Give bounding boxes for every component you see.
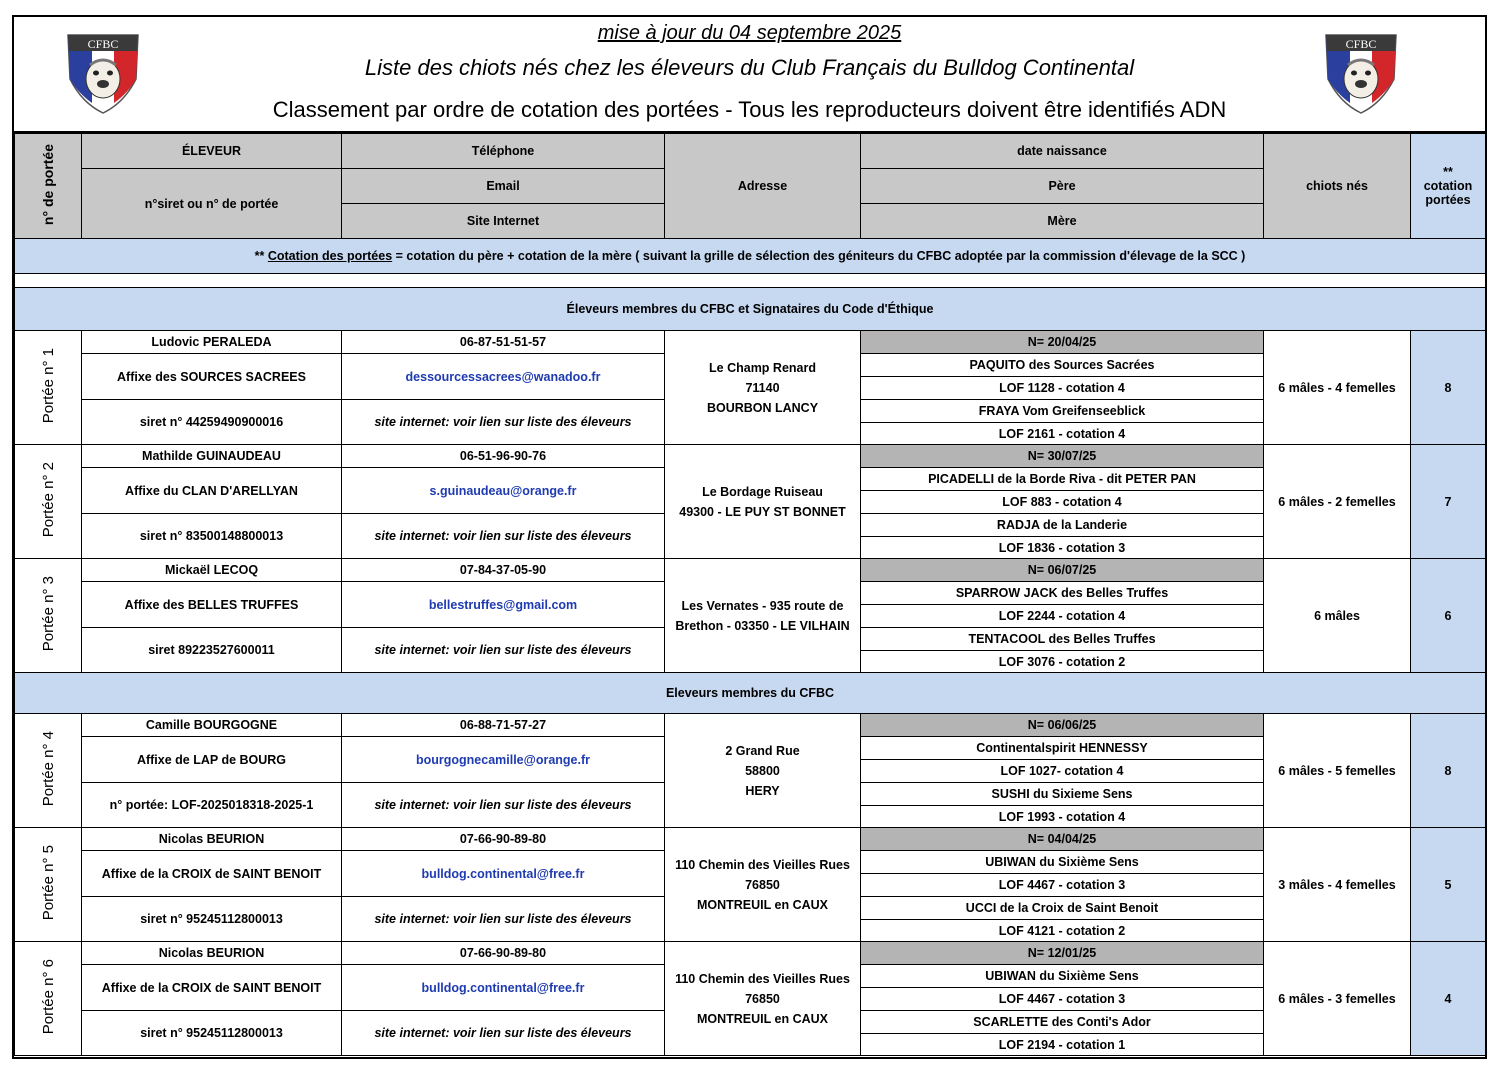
breeder-siret: siret n° 83500148800013 bbox=[82, 514, 342, 559]
address-cell bbox=[665, 331, 861, 445]
father-lof: LOF 883 - cotation 4 bbox=[861, 491, 1264, 514]
birth-date: N= 20/04/25 bbox=[861, 331, 1264, 354]
breeder-name: Mathilde GUINAUDEAU bbox=[82, 445, 342, 468]
breeder-affix: Affixe des BELLES TRUFFES bbox=[82, 582, 342, 628]
address-line: MONTREUIL en CAUX bbox=[696, 897, 829, 912]
breeder-siret: siret n° 95245112800013 bbox=[82, 1011, 342, 1056]
mother-name: UCCI de la Croix de Saint Benoit bbox=[861, 897, 1264, 920]
breeder-siret: siret n° 95245112800013 bbox=[82, 897, 342, 942]
address-line: Le Champ Renard bbox=[709, 360, 816, 375]
breeder-name: Nicolas BEURION bbox=[82, 942, 342, 965]
puppies-count: 3 mâles - 4 femelles bbox=[1264, 828, 1411, 942]
phone-number: 06-88-71-57-27 bbox=[342, 714, 665, 737]
address-cell bbox=[665, 559, 861, 673]
phone-number: 06-87-51-51-57 bbox=[342, 331, 665, 354]
puppies-count: 6 mâles - 2 femelles bbox=[1264, 445, 1411, 559]
email-link[interactable]: bourgognecamille@orange.fr bbox=[342, 737, 665, 783]
address-line: 76850 bbox=[745, 991, 780, 1006]
address-line: BOURBON LANCY bbox=[706, 400, 819, 415]
father-lof: LOF 4467 - cotation 3 bbox=[861, 988, 1264, 1011]
breeder-siret: n° portée: LOF-2025018318-2025-1 bbox=[82, 783, 342, 828]
phone-number: 07-66-90-89-80 bbox=[342, 942, 665, 965]
address-line: Les Vernates - 935 route de bbox=[681, 598, 844, 613]
address-cell bbox=[665, 828, 861, 942]
col-header-chiots: chiots nés bbox=[1264, 134, 1411, 239]
litter-score: 8 bbox=[1411, 714, 1486, 828]
mother-name: SUSHI du Sixieme Sens bbox=[861, 783, 1264, 806]
breeder-name: Mickaël LECOQ bbox=[82, 559, 342, 582]
litter-score: 7 bbox=[1411, 445, 1486, 559]
section-title: Éleveurs membres du CFBC et Signataires du Code d'Éthique bbox=[15, 288, 1486, 331]
litter-number: Portée n° 6 bbox=[15, 942, 82, 1056]
phone-number: 07-84-37-05-90 bbox=[342, 559, 665, 582]
litter-score: 6 bbox=[1411, 559, 1486, 673]
mother-lof: LOF 2161 - cotation 4 bbox=[861, 423, 1264, 445]
breeder-name: Nicolas BEURION bbox=[82, 828, 342, 851]
col-header-date: date naissance bbox=[861, 134, 1264, 169]
mother-lof: LOF 2194 - cotation 1 bbox=[861, 1034, 1264, 1056]
father-name: SPARROW JACK des Belles Truffes bbox=[861, 582, 1264, 605]
email-link[interactable]: bellestruffes@gmail.com bbox=[342, 582, 665, 628]
website-link[interactable]: site internet: voir lien sur liste des éleveurs bbox=[342, 783, 665, 828]
breeder-affix: Affixe des SOURCES SACREES bbox=[82, 354, 342, 400]
breeder-affix: Affixe de la CROIX de SAINT BENOIT bbox=[82, 965, 342, 1011]
litter-score: 4 bbox=[1411, 942, 1486, 1056]
birth-date: N= 30/07/25 bbox=[861, 445, 1264, 468]
breeder-name: Ludovic PERALEDA bbox=[82, 331, 342, 354]
mother-name: TENTACOOL des Belles Truffes bbox=[861, 628, 1264, 651]
mother-name: SCARLETTE des Conti's Ador bbox=[861, 1011, 1264, 1034]
father-name: Continentalspirit HENNESSY bbox=[861, 737, 1264, 760]
breeder-name: Camille BOURGOGNE bbox=[82, 714, 342, 737]
puppies-count: 6 mâles - 5 femelles bbox=[1264, 714, 1411, 828]
breeder-siret: siret n° 44259490900016 bbox=[82, 400, 342, 445]
father-lof: LOF 1128 - cotation 4 bbox=[861, 377, 1264, 400]
litter-number: Portée n° 1 bbox=[15, 331, 82, 445]
litter-number: Portée n° 4 bbox=[15, 714, 82, 828]
breeder-affix: Affixe de LAP de BOURG bbox=[82, 737, 342, 783]
update-date: mise à jour du 04 septembre 2025 bbox=[597, 22, 902, 44]
litter-score: 8 bbox=[1411, 331, 1486, 445]
breeder-affix: Affixe de la CROIX de SAINT BENOIT bbox=[82, 851, 342, 897]
address-line: 110 Chemin des Vieilles Rues bbox=[675, 857, 850, 872]
litter-number: Portée n° 3 bbox=[15, 559, 82, 673]
website-link[interactable]: site internet: voir lien sur liste des éleveurs bbox=[342, 514, 665, 559]
address-line: Le Bordage Ruiseau bbox=[702, 484, 823, 499]
phone-number: 06-51-96-90-76 bbox=[342, 445, 665, 468]
col-header-cotation: ** cotation portées bbox=[1411, 134, 1486, 239]
father-lof: LOF 1027- cotation 4 bbox=[861, 760, 1264, 783]
document-title: Liste des chiots nés chez les éleveurs du Club Français du Bulldog Continental bbox=[364, 55, 1135, 80]
address-line: Brethon - 03350 - LE VILHAIN bbox=[675, 618, 850, 633]
section-title: Eleveurs membres du CFBC bbox=[15, 673, 1486, 714]
mother-lof: LOF 1836 - cotation 3 bbox=[861, 537, 1264, 559]
father-name: UBIWAN du Sixième Sens bbox=[861, 851, 1264, 874]
address-line: 110 Chemin des Vieilles Rues bbox=[675, 971, 850, 986]
spacer-row bbox=[15, 274, 1486, 288]
litter-number: Portée n° 5 bbox=[15, 828, 82, 942]
svg-text:CFBC: CFBC bbox=[87, 37, 119, 51]
breeder-siret: siret 89223527600011 bbox=[82, 628, 342, 673]
phone-number: 07-66-90-89-80 bbox=[342, 828, 665, 851]
litters-table bbox=[14, 133, 1486, 1056]
website-link[interactable]: site internet: voir lien sur liste des éleveurs bbox=[342, 1011, 665, 1056]
address-cell bbox=[665, 445, 861, 559]
birth-date: N= 12/01/25 bbox=[861, 942, 1264, 965]
address-line: 49300 - LE PUY ST BONNET bbox=[679, 504, 846, 519]
puppies-count: 6 mâles - 4 femelles bbox=[1264, 331, 1411, 445]
website-link[interactable]: site internet: voir lien sur liste des éleveurs bbox=[342, 628, 665, 673]
address-cell bbox=[665, 714, 861, 828]
address-line: 71140 bbox=[745, 380, 780, 395]
father-lof: LOF 4467 - cotation 3 bbox=[861, 874, 1264, 897]
birth-date: N= 06/07/25 bbox=[861, 559, 1264, 582]
breeder-affix: Affixe du CLAN D'ARELLYAN bbox=[82, 468, 342, 514]
address-line: HERY bbox=[745, 783, 780, 798]
cotation-note: ** Cotation des portées = cotation du père + cotation de la mère ( suivant la grille de sélection des géniteurs du CFBC adoptée par la commission d'élevage de la SCC ) bbox=[15, 239, 1486, 274]
mother-lof: LOF 3076 - cotation 2 bbox=[861, 651, 1264, 673]
col-header-siret: n°siret ou n° de portée bbox=[82, 169, 342, 239]
litter-score: 5 bbox=[1411, 828, 1486, 942]
document-header bbox=[14, 17, 1485, 133]
puppies-count: 6 mâles bbox=[1264, 559, 1411, 673]
address-line: 76850 bbox=[745, 877, 780, 892]
website-link[interactable]: site internet: voir lien sur liste des éleveurs bbox=[342, 400, 665, 445]
col-header-telephone: Téléphone bbox=[342, 134, 665, 169]
address-line: 2 Grand Rue bbox=[725, 743, 800, 758]
col-header-site: Site Internet bbox=[342, 204, 665, 239]
father-name: PICADELLI de la Borde Riva - dit PETER PAN bbox=[861, 468, 1264, 491]
email-link[interactable]: s.guinaudeau@orange.fr bbox=[342, 468, 665, 514]
birth-date: N= 04/04/25 bbox=[861, 828, 1264, 851]
mother-name: FRAYA Vom Greifenseeblick bbox=[861, 400, 1264, 423]
document-frame bbox=[12, 15, 1487, 1059]
address-line: MONTREUIL en CAUX bbox=[696, 1011, 829, 1026]
website-link[interactable]: site internet: voir lien sur liste des éleveurs bbox=[342, 897, 665, 942]
father-lof: LOF 2244 - cotation 4 bbox=[861, 605, 1264, 628]
litter-number: Portée n° 2 bbox=[15, 445, 82, 559]
birth-date: N= 06/06/25 bbox=[861, 714, 1264, 737]
col-header-pere: Père bbox=[861, 169, 1264, 204]
svg-text:CFBC: CFBC bbox=[1345, 37, 1377, 51]
address-line: 58800 bbox=[745, 763, 780, 778]
puppies-count: 6 mâles - 3 femelles bbox=[1264, 942, 1411, 1056]
col-header-eleveur: ÉLEVEUR bbox=[82, 134, 342, 169]
father-name: UBIWAN du Sixième Sens bbox=[861, 965, 1264, 988]
address-cell bbox=[665, 942, 861, 1056]
col-header-mere: Mère bbox=[861, 204, 1264, 239]
mother-lof: LOF 1993 - cotation 4 bbox=[861, 806, 1264, 828]
col-header-email: Email bbox=[342, 169, 665, 204]
email-link[interactable]: dessourcessacrees@wanadoo.fr bbox=[342, 354, 665, 400]
father-name: PAQUITO des Sources Sacrées bbox=[861, 354, 1264, 377]
email-link[interactable]: bulldog.continental@free.fr bbox=[342, 965, 665, 1011]
mother-lof: LOF 4121 - cotation 2 bbox=[861, 920, 1264, 942]
mother-name: RADJA de la Landerie bbox=[861, 514, 1264, 537]
col-header-portee: n° de portée bbox=[15, 134, 82, 239]
document-subtitle: Classement par ordre de cotation des portées - Tous les reproducteurs doivent être identifiés ADN bbox=[272, 97, 1227, 122]
col-header-adresse: Adresse bbox=[665, 134, 861, 239]
email-link[interactable]: bulldog.continental@free.fr bbox=[342, 851, 665, 897]
